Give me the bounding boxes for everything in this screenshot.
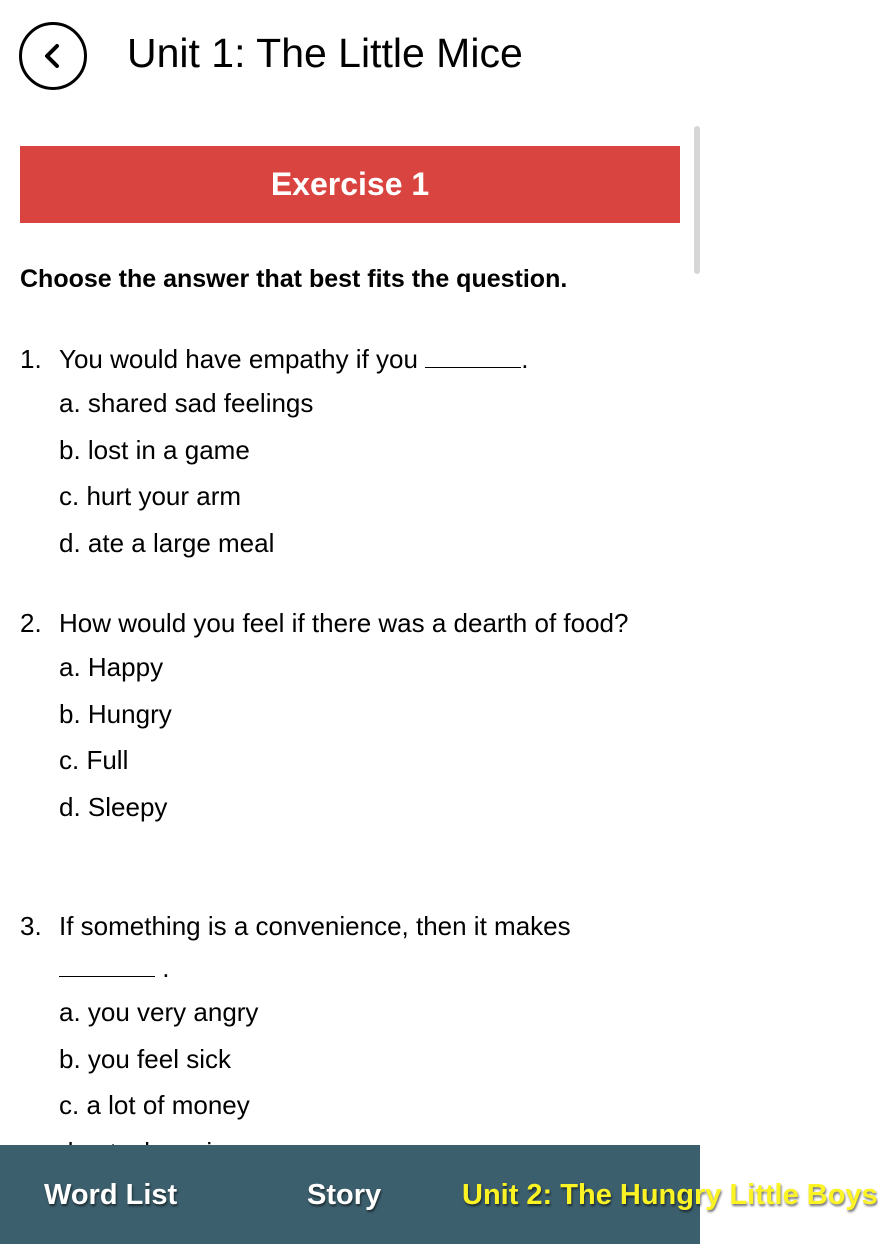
option-c[interactable]: c. Full [59,745,129,776]
option-b[interactable]: b. you feel sick [59,1043,231,1074]
tab-story[interactable]: Story [307,1179,382,1211]
question-text: How would you feel if there was a dearth of food? [59,608,629,638]
back-button[interactable] [19,22,87,90]
exercise-content[interactable] [0,110,700,1145]
chevron-left-icon [38,41,68,71]
option-a[interactable]: a. you very angry [59,997,259,1027]
instruction-text: Choose the answer that best fits the question. [20,265,568,293]
page-title: Unit 1: The Little Mice [127,30,523,76]
tab-next-unit[interactable]: Unit 2: The Hungry Little Boys [462,1179,878,1211]
question-number: 2. [20,608,42,638]
exercise-label: Exercise 1 [270,166,430,202]
question-2 [20,604,660,831]
tab-word-list[interactable]: Word List [44,1179,178,1211]
question-number: 3. [20,911,42,941]
question-3 [20,907,660,1176]
exercise-banner [20,146,680,223]
option-c[interactable]: c. a lot of money [59,1090,250,1121]
question-blank-line: . [59,949,660,987]
option-b[interactable]: b. lost in a game [59,434,250,465]
question-text: If something is a convenience, then it makes [59,911,571,941]
option-d[interactable]: d. Sleepy [59,792,168,823]
option-a[interactable]: a. Happy [59,652,164,682]
question-1 [20,340,660,567]
question-text: You would have empathy if you . [59,344,529,374]
scrollbar-thumb[interactable] [694,126,700,274]
header [0,0,700,110]
option-d[interactable]: d. ate a large meal [59,528,275,559]
option-a[interactable]: a. shared sad feelings [59,388,314,418]
option-b[interactable]: b. Hungry [59,698,172,729]
answer-blank [59,955,155,977]
answer-blank [425,346,521,368]
option-c[interactable]: c. hurt your arm [59,481,242,512]
bottom-tab-bar [0,1145,878,1244]
question-number: 1. [20,344,42,374]
